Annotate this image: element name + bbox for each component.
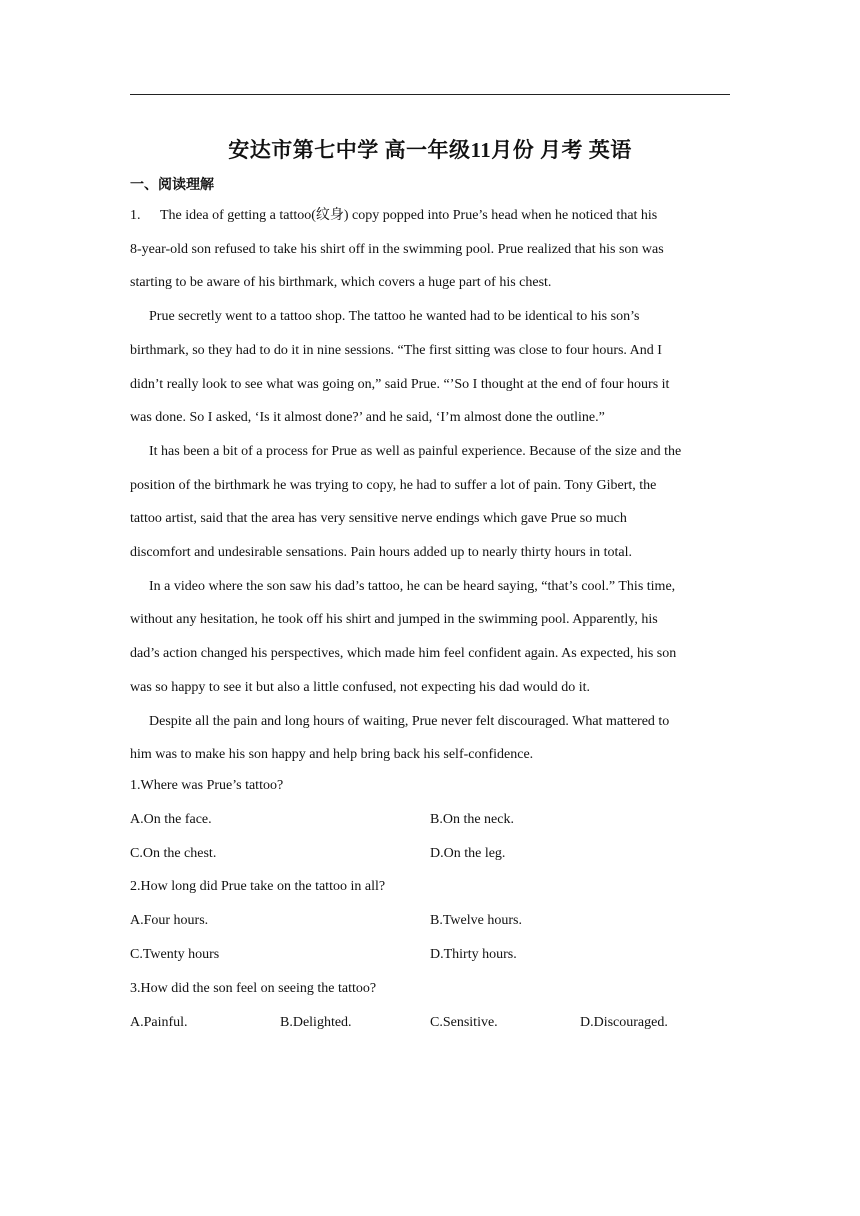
passage-line: In a video where the son saw his dad’s tattoo, he can be heard saying, “that’s cool.” This time, bbox=[149, 578, 676, 594]
section-heading: 一、阅读理解 bbox=[130, 177, 214, 193]
option-b[interactable]: B.Twelve hours. bbox=[430, 913, 522, 928]
passage-line: It has been a bit of a process for Prue as well as painful experience. Because of the size and the bbox=[149, 443, 682, 459]
question-stem: 3.How did the son feel on seeing the tattoo? bbox=[130, 981, 377, 996]
option-a[interactable]: A.Four hours. bbox=[130, 913, 209, 928]
option-c[interactable]: C.Twenty hours bbox=[130, 947, 220, 962]
option-a[interactable]: A.Painful. bbox=[130, 1015, 188, 1030]
passage-line: him was to make his son happy and help bring back his self-confidence. bbox=[130, 747, 534, 763]
passage-line: starting to be aware of his birthmark, which covers a huge part of his chest. bbox=[130, 275, 552, 291]
option-c[interactable]: C.Sensitive. bbox=[430, 1015, 498, 1030]
passage-line: tattoo artist, said that the area has very sensitive nerve endings which gave Prue so much bbox=[130, 511, 627, 527]
question-3-options-row bbox=[130, 1013, 730, 1033]
option-b[interactable]: B.On the neck. bbox=[430, 812, 514, 827]
question-2-options-row-2 bbox=[130, 945, 730, 965]
question-1-options-row-1 bbox=[130, 810, 730, 830]
option-d[interactable]: D.Discouraged. bbox=[580, 1015, 668, 1030]
option-c[interactable]: C.On the chest. bbox=[130, 846, 217, 861]
passage-number: 1. bbox=[130, 208, 141, 223]
passage-line: didn’t really look to see what was going on,” said Prue. “’So I thought at the end of four hours it bbox=[130, 376, 670, 392]
passage-line: discomfort and undesirable sensations. Pain hours added up to nearly thirty hours in total. bbox=[130, 545, 632, 561]
passage-line: without any hesitation, he took off his shirt and jumped in the swimming pool. Apparently, his bbox=[130, 612, 658, 628]
question-2 bbox=[130, 877, 730, 897]
question-stem: 2.How long did Prue take on the tattoo in all? bbox=[130, 879, 386, 894]
passage-line: Despite all the pain and long hours of waiting, Prue never felt discouraged. What mattered to bbox=[149, 713, 670, 729]
question-1-options-row-2 bbox=[130, 844, 730, 864]
question-2-options-row-1 bbox=[130, 911, 730, 931]
passage-line: position of the birthmark he was trying to copy, he had to suffer a lot of pain. Tony Gibert, the bbox=[130, 477, 657, 493]
question-1 bbox=[130, 776, 730, 796]
passage-paragraph-3 bbox=[130, 435, 730, 570]
header-rule bbox=[130, 94, 730, 95]
passage-paragraph-5 bbox=[130, 705, 730, 772]
passage-paragraph-4 bbox=[130, 570, 730, 705]
exam-title: 安达市第七中学 高一年级11月份 月考 英语 bbox=[228, 138, 632, 162]
passage-line: The idea of getting a tattoo(纹身) copy popped into Prue’s head when he noticed that his bbox=[160, 208, 658, 223]
passage-line: Prue secretly went to a tattoo shop. The tattoo he wanted had to be identical to his son’s bbox=[149, 309, 640, 325]
passage-line: was so happy to see it but also a little confused, not expecting his dad would do it. bbox=[130, 679, 590, 695]
passage-line: 8-year-old son refused to take his shirt off in the swimming pool. Prue realized that his son was bbox=[130, 241, 664, 257]
passage-line: birthmark, so they had to do it in nine sessions. “The first sitting was close to four hours. And I bbox=[130, 342, 662, 358]
passage-line: was done. So I asked, ‘Is it almost done?’ and he said, ‘I’m almost done the outline.” bbox=[130, 410, 605, 426]
passage-paragraph-1 bbox=[130, 199, 730, 300]
passage-line: dad’s action changed his perspectives, which made him feel confident again. As expected, his son bbox=[130, 646, 677, 662]
option-d[interactable]: D.On the leg. bbox=[430, 846, 506, 861]
option-a[interactable]: A.On the face. bbox=[130, 812, 212, 827]
option-b[interactable]: B.Delighted. bbox=[280, 1015, 352, 1030]
question-stem: 1.Where was Prue’s tattoo? bbox=[130, 778, 284, 793]
question-3 bbox=[130, 979, 730, 999]
passage-paragraph-2 bbox=[130, 300, 730, 435]
reading-passage bbox=[130, 199, 730, 772]
option-d[interactable]: D.Thirty hours. bbox=[430, 947, 517, 962]
